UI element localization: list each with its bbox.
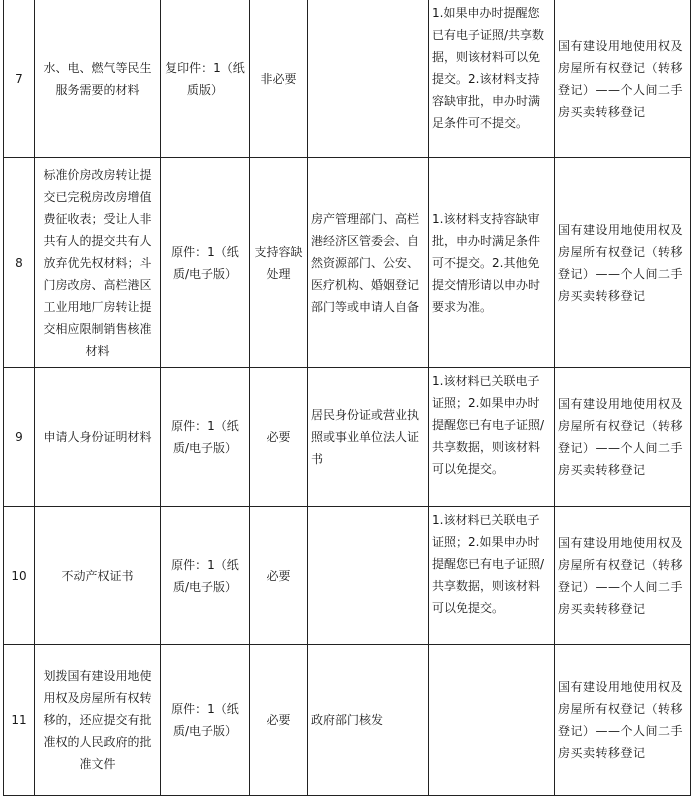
material-source: 居民身份证或营业执照或事业单位法人证书: [308, 368, 429, 507]
material-source: [308, 0, 429, 158]
material-form: 原件：1（纸质/电子版）: [161, 507, 250, 645]
material-note: 1.该材料支持容缺审批，申办时满足条件可不提交。2.其他免提交情形请以申办时要求为准。: [429, 158, 555, 368]
material-note: 1.该材料已关联电子证照；2.如果申办时提醒您已有电子证照/共享数据，则该材料可以免提交。: [429, 507, 555, 645]
material-name: 标准价房改房转让提交已完税房改房增值费征收表；受让人非共有人的提交共有人放弃优先权材料；斗门房改房、高栏港区工业用地厂房转让提交相应限制销售核准材料: [35, 158, 161, 368]
table-row: [4, 507, 691, 645]
service-item: 国有建设用地使用权及房屋所有权登记（转移登记）——个人间二手房买卖转移登记: [555, 158, 691, 368]
service-item: 国有建设用地使用权及房屋所有权登记（转移登记）——个人间二手房买卖转移登记: [555, 507, 691, 645]
row-number: 11: [4, 645, 35, 796]
material-source: 政府部门核发: [308, 645, 429, 796]
row-number: 7: [4, 0, 35, 158]
material-note: 1.如果申办时提醒您已有电子证照/共享数据，则该材料可以免提交。2.该材料支持容缺审批，申办时满足条件可不提交。: [429, 0, 555, 158]
service-item: 国有建设用地使用权及房屋所有权登记（转移登记）——个人间二手房买卖转移登记: [555, 0, 691, 158]
material-note: [429, 645, 555, 796]
material-form: 原件：1（纸质/电子版）: [161, 368, 250, 507]
material-name: 划拨国有建设用地使用权及房屋所有权转移的，还应提交有批准权的人民政府的批准文件: [35, 645, 161, 796]
row-number: 9: [4, 368, 35, 507]
material-name: 不动产权证书: [35, 507, 161, 645]
material-required: 支持容缺处理: [250, 158, 308, 368]
material-required: 必要: [250, 507, 308, 645]
row-number: 8: [4, 158, 35, 368]
service-item: 国有建设用地使用权及房屋所有权登记（转移登记）——个人间二手房买卖转移登记: [555, 645, 691, 796]
material-source: 房产管理部门、高栏港经济区管委会、自然资源部门、公安、医疗机构、婚姻登记部门等或申请人自备: [308, 158, 429, 368]
material-name: 申请人身份证明材料: [35, 368, 161, 507]
row-number: 10: [4, 507, 35, 645]
material-form: 复印件：1（纸质版）: [161, 0, 250, 158]
table-row: [4, 0, 691, 158]
service-item: 国有建设用地使用权及房屋所有权登记（转移登记）——个人间二手房买卖转移登记: [555, 368, 691, 507]
material-source: [308, 507, 429, 645]
table-row: [4, 368, 691, 507]
material-form: 原件：1（纸质/电子版）: [161, 158, 250, 368]
material-note: 1.该材料已关联电子证照；2.如果申办时提醒您已有电子证照/共享数据，则该材料可以免提交。: [429, 368, 555, 507]
material-name: 水、电、燃气等民生 服务需要的材料: [35, 0, 161, 158]
material-required: 必要: [250, 645, 308, 796]
material-required: 必要: [250, 368, 308, 507]
material-required: 非必要: [250, 0, 308, 158]
materials-table: [3, 0, 691, 796]
table-row: [4, 645, 691, 796]
material-form: 原件：1（纸质/电子版）: [161, 645, 250, 796]
table-row: [4, 158, 691, 368]
